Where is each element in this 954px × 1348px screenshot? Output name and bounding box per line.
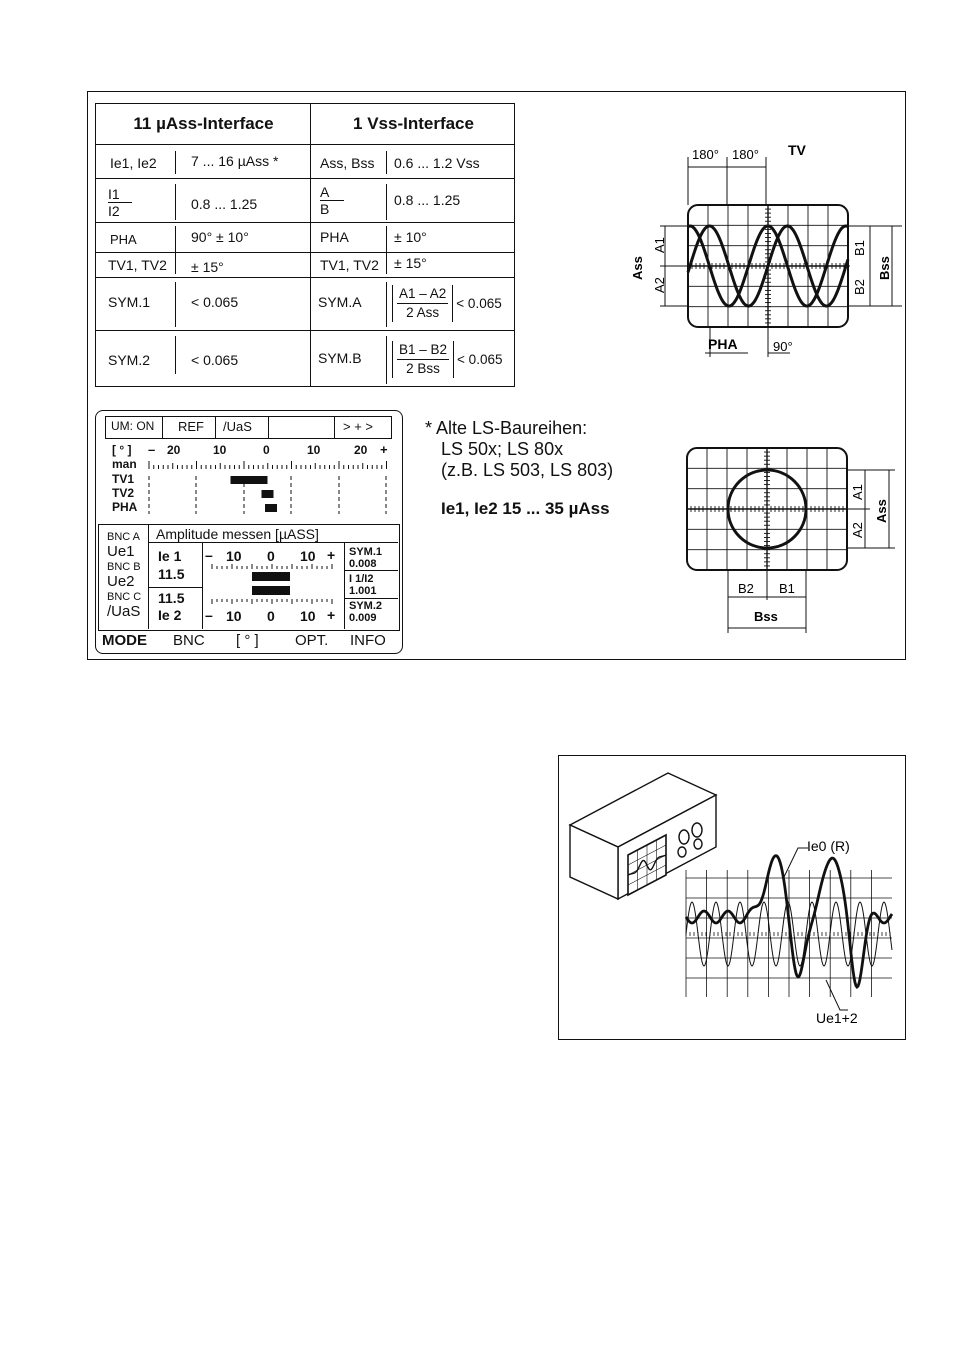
amp-scale-10-left-bottom: 10 [226,608,242,624]
sym2-value: 0.009 [349,612,377,624]
table-rule [96,277,514,278]
abs-numerator: A1 – A2 [397,285,448,304]
row4-left-value: ± 15° [191,259,224,275]
note-line1: * Alte LS-Baureihen: [425,418,588,438]
row2-left-fraction [108,182,132,222]
abs-numerator: B1 – B2 [397,341,449,360]
cell-divider [386,151,387,174]
row6-right-value: < 0.065 [457,351,503,367]
row1-left-label: Ie1, Ie2 [110,155,157,171]
b2-label: B2 [852,279,867,295]
amp-scale-10-right-top: 10 [300,548,316,564]
menu-mode[interactable]: MODE [102,632,147,649]
pha-label: PHA [708,336,738,352]
tv-label: TV [788,142,806,158]
sym1-value: 0.008 [349,558,377,570]
table-rule [96,252,514,253]
ie2-value: 11.5 [158,590,185,606]
ie2-amplitude-bar [252,586,290,595]
spec-table [95,103,515,387]
measuring-device-display [95,410,403,654]
ie1-value: 11.5 [158,566,185,582]
cell-divider [175,282,176,327]
row2-right-fraction [320,180,344,220]
abs-denominator: 2 Ass [406,304,440,320]
ie0-leader-line [784,848,808,877]
row5-right-label: SYM.A [318,294,362,310]
row6-left-label: SYM.2 [108,352,151,368]
fraction-numerator: A [320,183,330,200]
table-rule [96,144,514,145]
uas-bnc-label: /UaS [107,603,141,620]
cell-divider [386,282,387,327]
row6-right-expression [392,336,502,382]
table-divider [310,104,311,386]
amp-scale-0-top: 0 [267,548,275,564]
ninety-label: 90° [773,339,793,354]
sym2-label: SYM.2 [349,600,383,612]
ass-label: Ass [630,256,645,280]
ie1-amplitude-bar [252,572,290,581]
row6-left-value: < 0.065 [191,352,239,368]
note-line3: (z.B. LS 503, LS 803) [441,460,614,480]
ratio-label: I 1/I2 [349,573,374,585]
scale-plus: + [380,442,388,457]
menu-opt[interactable]: OPT. [295,632,329,649]
uas-field: /UaS [223,419,252,434]
label-tv1: TV1 [112,472,135,486]
header-1vss: 1 Vss-Interface [353,114,474,133]
scale-10-left: 10 [213,443,227,457]
cell-divider [175,336,176,374]
table-rule [96,178,514,179]
bss-label: Bss [877,256,892,280]
bnc-c-label: BNC C [107,591,142,603]
scale-20-right: 20 [354,443,368,457]
lis-a2-label: A2 [850,522,865,538]
row3-left-value: 90° ± 10° [191,229,249,245]
cell-divider [386,336,387,384]
fraction-denominator: B [320,200,330,217]
scale-unit: [ ° ] [112,443,132,457]
row5-left-label: SYM.1 [108,294,151,310]
row3-right-value: ± 10° [394,229,427,245]
lis-bss-label: Bss [754,609,778,624]
a1-label: A1 [652,237,667,253]
row6-right-label: SYM.B [318,350,362,366]
a2-label: A2 [652,277,667,293]
row4-right-label: TV1, TV2 [320,257,379,273]
row5-left-value: < 0.065 [191,294,239,310]
angle-180-right: 180° [732,147,759,162]
amp-scale-plus-top: + [327,547,336,563]
row2-right-value: 0.8 ... 1.25 [394,192,461,208]
abs-denominator: 2 Bss [406,360,440,376]
cell-divider [386,184,387,220]
amp-scale-0-bottom: 0 [267,608,275,624]
row5-right-value: < 0.065 [456,295,502,311]
lis-a1-label: A1 [850,484,865,500]
ue2-label: Ue2 [107,573,135,590]
menu-info[interactable]: INFO [350,632,386,649]
sym1-label: SYM.1 [349,546,383,558]
amp-scale-minus-top: – [205,547,213,563]
fraction-denominator: I2 [108,202,120,219]
ratio-value: 1.001 [349,585,377,597]
scope-screen-2-grid [687,448,847,570]
row2-left-value: 0.8 ... 1.25 [191,196,258,212]
ie0-label: Ie0 (R) [807,838,850,854]
menu-degree[interactable]: [ ° ] [236,632,259,649]
scale-0: 0 [263,443,270,457]
cell-divider [175,151,176,174]
row4-left-label: TV1, TV2 [108,257,167,273]
row1-right-label: Ass, Bss [320,155,375,171]
row1-right-value: 0.6 ... 1.2 Vss [394,155,480,171]
lis-b2-label: B2 [738,581,754,596]
scale-minus: – [148,442,156,457]
cell-divider [386,226,387,274]
amp-scale-10-left-top: 10 [226,548,242,564]
fraction-numerator: I1 [108,185,120,202]
angle-180-left: 180° [692,147,719,162]
menu-bnc[interactable]: BNC [173,632,205,649]
table-rule [96,330,514,331]
row4-right-value: ± 15° [394,255,427,271]
lis-b1-label: B1 [779,581,795,596]
b1-label: B1 [852,240,867,256]
arrows-field: > + > [343,419,373,434]
scope-lissajous-diagram [680,440,905,640]
lis-ass-label: Ass [874,499,889,523]
amp-scale-10-right-bottom: 10 [300,608,316,624]
ie1-label: Ie 1 [158,548,182,564]
ue1-label: Ue1 [107,543,135,560]
row1-left-value: 7 ... 16 µAss * [191,153,279,169]
table-rule [96,222,514,223]
amplitude-title: Amplitude messen [µASS] [156,526,319,542]
label-tv2: TV2 [112,486,135,500]
ie2-label: Ie 2 [158,607,182,623]
bnc-a-label: BNC A [107,531,141,543]
device-with-signals-figure [558,755,906,1040]
cell-divider [175,184,176,220]
row5-right-expression [392,280,502,326]
row3-right-label: PHA [320,229,349,245]
scope-signal-diagram [620,135,910,370]
row3-left-label: PHA [110,231,137,247]
measuring-device-drawing [570,773,716,899]
ref-field: REF [178,419,204,434]
amp-scale-minus-bottom: – [205,607,213,623]
ue-label: Ue1+2 [816,1010,858,1026]
label-man: man [112,457,137,471]
cell-divider [175,226,176,274]
label-pha: PHA [112,500,138,514]
bnc-b-label: BNC B [107,561,141,573]
ue-leader-line [826,980,848,1010]
amp-scale-plus-bottom: + [327,607,336,623]
um-on-field: UM: ON [111,419,155,433]
note-line4: Ie1, Ie2 15 ... 35 µAss [441,499,610,518]
scale-10-right: 10 [307,443,321,457]
header-11uass: 11 µAss-Interface [133,114,274,133]
scale-20-left: 20 [167,443,181,457]
amplitude-ruler-ticks [212,564,332,604]
note-line2: LS 50x; LS 80x [441,439,564,459]
